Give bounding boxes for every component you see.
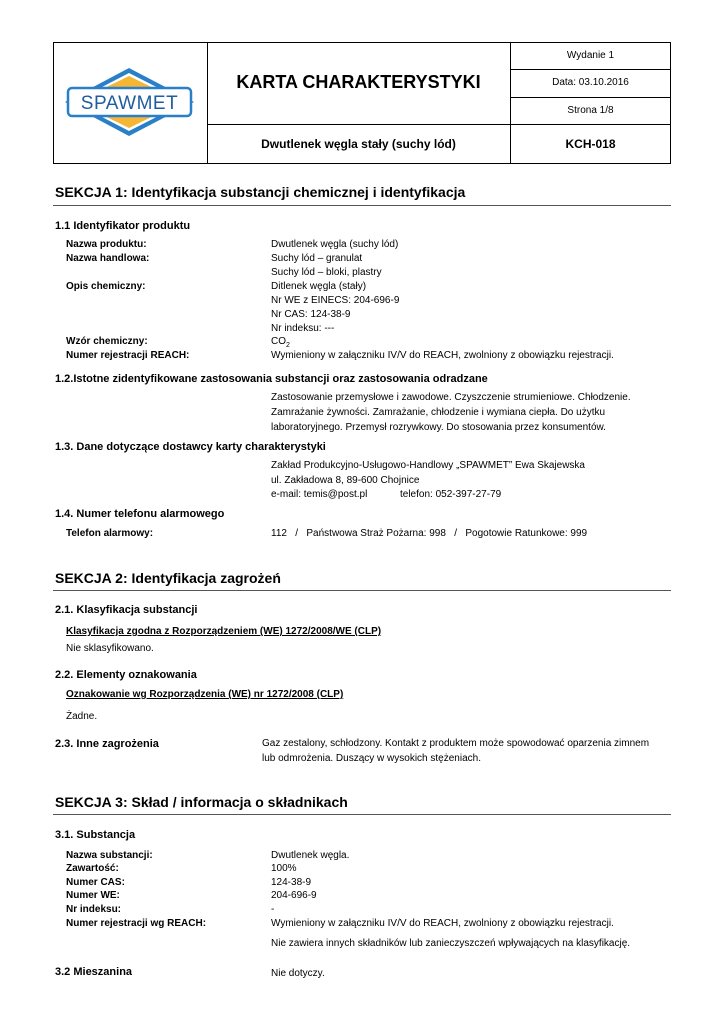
content-label: Zawartość: xyxy=(66,863,119,874)
labelling-reference: Oznakowanie wg Rozporządzenia (WE) nr 1272/2008 (CLP) xyxy=(66,689,344,700)
alarm-phone-value: 112 / Państwowa Straż Pożarna: 998 / Pogotowie Ratunkowe: 999 xyxy=(271,528,588,539)
reach-registration-label: Numer rejestracji wg REACH: xyxy=(66,918,207,929)
section-1-title: SEKCJA 1: Identyfikacja substancji chemicznej i identyfikacja xyxy=(55,184,466,200)
other-hazards-text xyxy=(262,736,649,766)
product-code: KCH-018 xyxy=(565,137,616,151)
trade-name-label: Nazwa handlowa: xyxy=(66,253,150,264)
heading-3-2: 3.2 Mieszanina xyxy=(55,966,133,978)
substance-name-label: Nazwa substancji: xyxy=(66,850,153,861)
supplier-address: ul. Zakładowa 8, 89-600 Chojnice xyxy=(271,475,420,486)
index-value: - xyxy=(271,904,275,915)
substance-name-value: Dwutlenek węgla. xyxy=(271,850,350,861)
section-rule xyxy=(53,205,671,206)
supplier-email: e-mail: temis@post.pl xyxy=(271,489,368,500)
cas-value: 124-38-9 xyxy=(271,877,312,888)
document-title: KARTA CHARAKTERYSTYKI xyxy=(236,72,481,92)
issue-date: Data: 03.10.2016 xyxy=(552,77,629,88)
formula-label: Wzór chemiczny: xyxy=(66,336,148,347)
cas-number: Nr CAS: 124-38-9 xyxy=(271,309,351,320)
we-value: 204-696-9 xyxy=(271,890,317,901)
uses-line: Zamrażanie żywności. Zamrażanie, chłodzenie i wymiana ciepła. Do użytku xyxy=(271,407,606,418)
product-name-label: Nazwa produktu: xyxy=(66,239,147,250)
index-number: Nr indeksu: --- xyxy=(271,323,335,334)
mixture-value: Nie dotyczy. xyxy=(271,968,325,979)
formula-main: CO xyxy=(271,336,286,347)
heading-2-2: 2.2. Elementy oznakowania xyxy=(55,669,197,681)
product-name-value: Dwutlenek węgla (suchy lód) xyxy=(271,239,399,250)
we-label: Numer WE: xyxy=(66,890,120,901)
page-number: Strona 1/8 xyxy=(567,105,614,116)
section-rule xyxy=(53,590,671,591)
reach-value: Wymieniony w załączniku IV/V do REACH, zwolniony z obowiązku rejestracji. xyxy=(271,350,614,361)
trade-name-value: Suchy lód – granulat xyxy=(271,253,363,264)
supplier-phone: telefon: 052-397-27-79 xyxy=(400,489,502,500)
uses-line: laboratoryjnego. Przemysł rozrywkowy. Do stosowania przez konsumentów. xyxy=(271,422,606,433)
uses-line: Zastosowanie przemysłowe i zawodowe. Czyszczenie strumieniowe. Chłodzenie. xyxy=(271,392,631,403)
section-3-title: SEKCJA 3: Skład / informacja o składnikach xyxy=(55,794,348,810)
heading-2-1: 2.1. Klasyfikacja substancji xyxy=(55,604,198,616)
heading-1-3: 1.3. Dane dotyczące dostawcy karty charakterystyki xyxy=(55,441,326,453)
impurities-note: Nie zawiera innych składników lub zanieczyszczeń wpływających na klasyfikację. xyxy=(271,938,631,949)
edition: Wydanie 1 xyxy=(566,50,615,61)
index-label: Nr indeksu: xyxy=(66,904,122,915)
heading-2-3: 2.3. Inne zagrożenia xyxy=(55,738,159,750)
supplier-name: Zakład Produkcyjno-Usługowo-Handlowy „SPAWMET” Ewa Skajewska xyxy=(271,460,585,471)
labelling-value: Żadne. xyxy=(66,711,98,722)
chemical-description-value: Ditlenek węgla (stały) xyxy=(271,281,367,292)
heading-1-2: 1.2.Istotne zidentyfikowane zastosowania substancji oraz zastosowania odradzane xyxy=(55,373,488,385)
section-2-title: SEKCJA 2: Identyfikacja zagrożeń xyxy=(55,570,281,586)
formula-subscript: 2 xyxy=(286,342,290,349)
content-value: 100% xyxy=(271,863,297,874)
heading-1-4: 1.4. Numer telefonu alarmowego xyxy=(55,508,225,520)
header-divider xyxy=(510,97,671,98)
other-hazards-line: lub odmrożenia. Duszący w wysokich stężeniach. xyxy=(262,753,481,764)
other-hazards-line: Gaz zestalony, schłodzony. Kontakt z produktem może spowodować oparzenia zimnem xyxy=(262,738,650,749)
classification-reference: Klasyfikacja zgodna z Rozporządzeniem (WE) 1272/2008/WE (CLP) xyxy=(66,626,382,637)
heading-3-1: 3.1. Substancja xyxy=(55,829,136,841)
alarm-phone-label: Telefon alarmowy: xyxy=(66,528,154,539)
supplier-block xyxy=(271,458,585,488)
classification-value: Nie sklasyfikowano. xyxy=(66,643,154,654)
heading-1-1: 1.1 Identyfikator produktu xyxy=(55,220,191,232)
uses-text xyxy=(271,390,631,435)
header-divider xyxy=(510,69,671,70)
header-divider xyxy=(207,124,671,125)
reach-label: Numer rejestracji REACH: xyxy=(66,350,190,361)
trade-name-value: Suchy lód – bloki, plastry xyxy=(271,267,382,278)
formula-value xyxy=(271,336,290,349)
cas-label: Numer CAS: xyxy=(66,877,125,888)
einecs-number: Nr WE z EINECS: 204-696-9 xyxy=(271,295,400,306)
reach-registration-value: Wymieniony w załączniku IV/V do REACH, zwolniony z obowiązku rejestracji. xyxy=(271,918,614,929)
spawmet-logo xyxy=(62,66,197,138)
logo-text: SPAWMET xyxy=(80,93,179,114)
chemical-description-label: Opis chemiczny: xyxy=(66,281,146,292)
section-rule xyxy=(53,814,671,815)
product-name-header: Dwutlenek węgla stały (suchy lód) xyxy=(261,137,456,151)
